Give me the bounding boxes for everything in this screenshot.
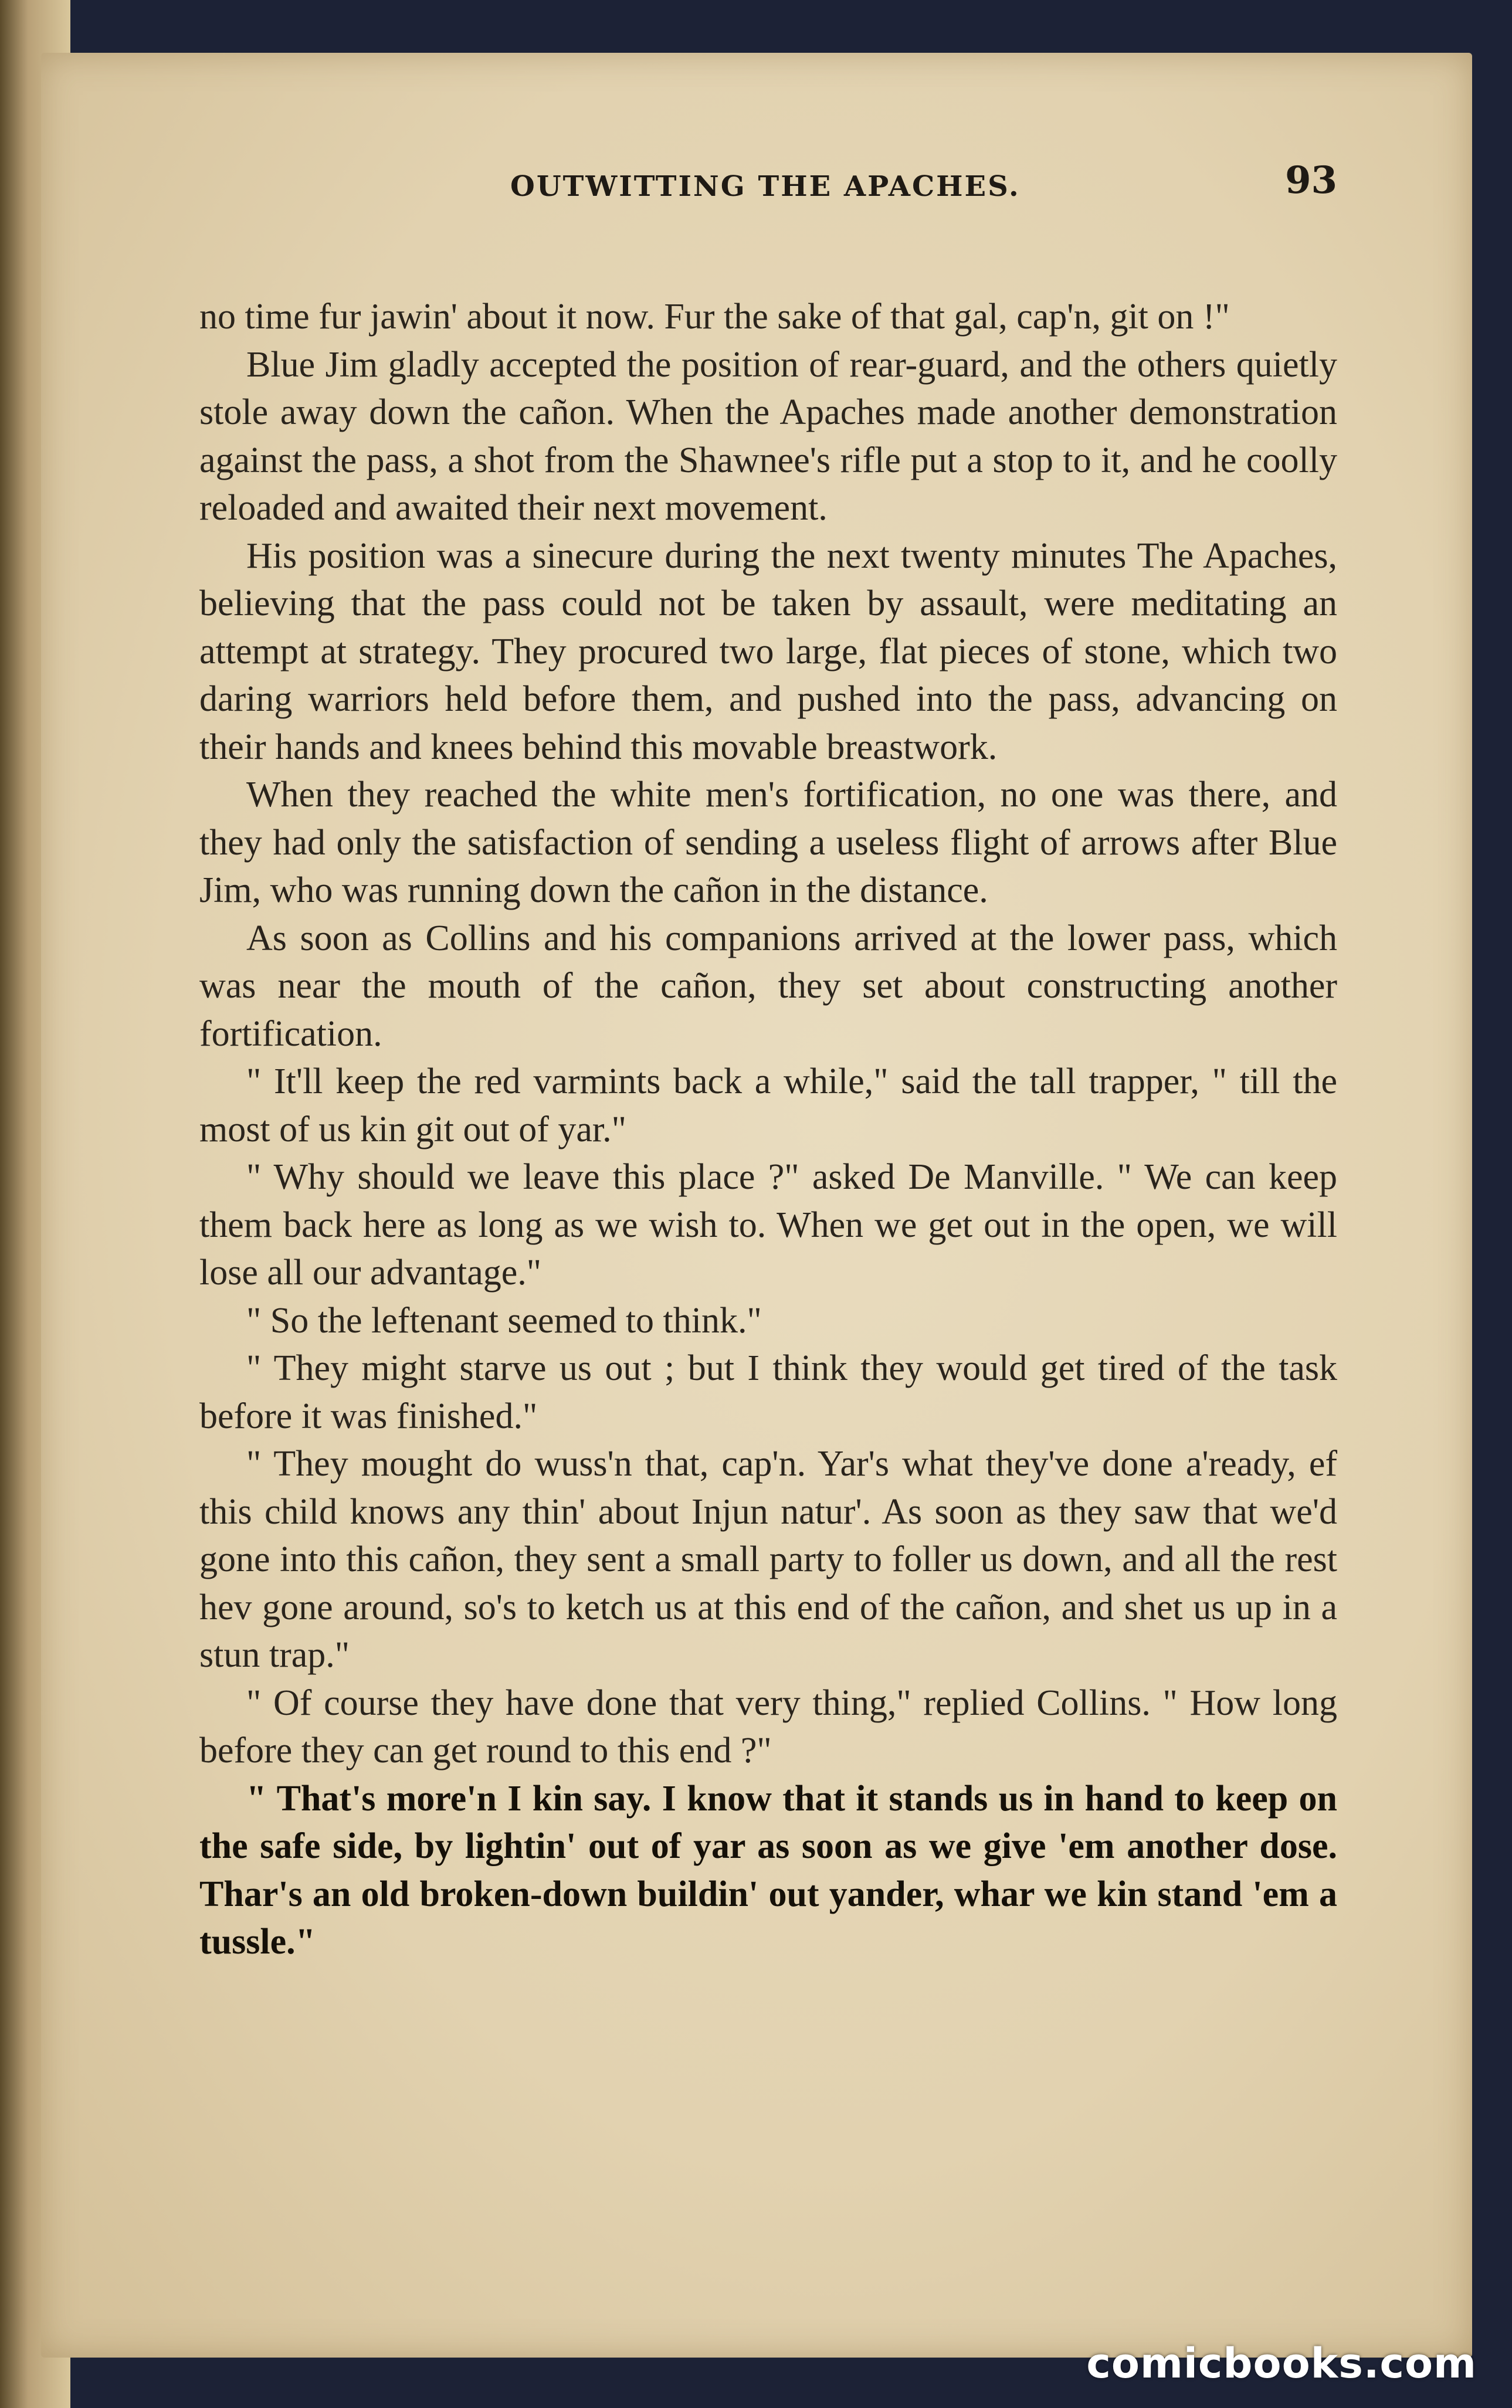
paragraph: no time fur jawin' about it now. Fur the sake of that gal, cap'n, git on !" [199, 297, 1230, 337]
page-number: 93 [1284, 158, 1337, 202]
paragraph: When they reached the white men's fortification, no one was there, and they had only the satisfaction of sending a useless flight of arrows after Blue Jim, who was running down the cañon in the distance. [199, 775, 1337, 910]
paragraph: " Why should we leave this place ?" asked De Manville. " We can keep them back here as long as we wish to. When we get out in the open, we will lose all our advantage." [199, 1157, 1337, 1293]
paragraph: " They mought do wuss'n that, cap'n. Yar's what they've done a'ready, ef this child knows any thin' about Injun natur'. As soon as they saw that we'd gone into this cañon, they sent a small party to foller us down, and all the rest hev gone around, so's to ketch us at this end of the cañon, and shet us up in a stun trap." [199, 1444, 1337, 1675]
paragraph: " It'll keep the red varmints back a while," said the tall trapper, " till the most of us kin git out of yar." [199, 1061, 1337, 1149]
page-header [199, 158, 1337, 229]
paragraph: His position was a sinecure during the next twenty minutes The Apaches, believing that the pass could not be taken by assault, were meditating an attempt at strategy. They procured two large, flat pieces of stone, which two daring warriors held before them, and pushed into the pass, advancing on their hands and knees behind this movable breastwork. [199, 535, 1337, 767]
paragraph: " They might starve us out ; but I think they would get tired of the task before it was finished." [199, 1348, 1337, 1436]
paragraph: " That's more'n I kin say. I know that it stands us in hand to keep on the safe side, by lightin' out of yar as soon as we give 'em another dose. Thar's an old broken-down buildin' out yander, whar we kin stand 'em a tussle." [199, 1778, 1337, 1962]
running-head: OUTWITTING THE APACHES. [510, 170, 1021, 203]
paragraph: " So the leftenant seemed to think." [246, 1300, 762, 1341]
watermark: comicbooks.com [1086, 2339, 1477, 2387]
paragraph: As soon as Collins and his companions arrived at the lower pass, which was near the mouth of the cañon, they set about constructing another fortification. [199, 918, 1337, 1054]
body-text [199, 293, 1337, 1966]
paragraph: " Of course they have done that very thing," replied Collins. " How long before they can get round to this end ?" [199, 1683, 1337, 1771]
paragraph: Blue Jim gladly accepted the position of rear-guard, and the others quietly stole away down the cañon. When the Apaches made another demonstration against the pass, a shot from the Shawnee's rifle put a stop to it, and he coolly reloaded and awaited their next movement. [199, 344, 1337, 528]
